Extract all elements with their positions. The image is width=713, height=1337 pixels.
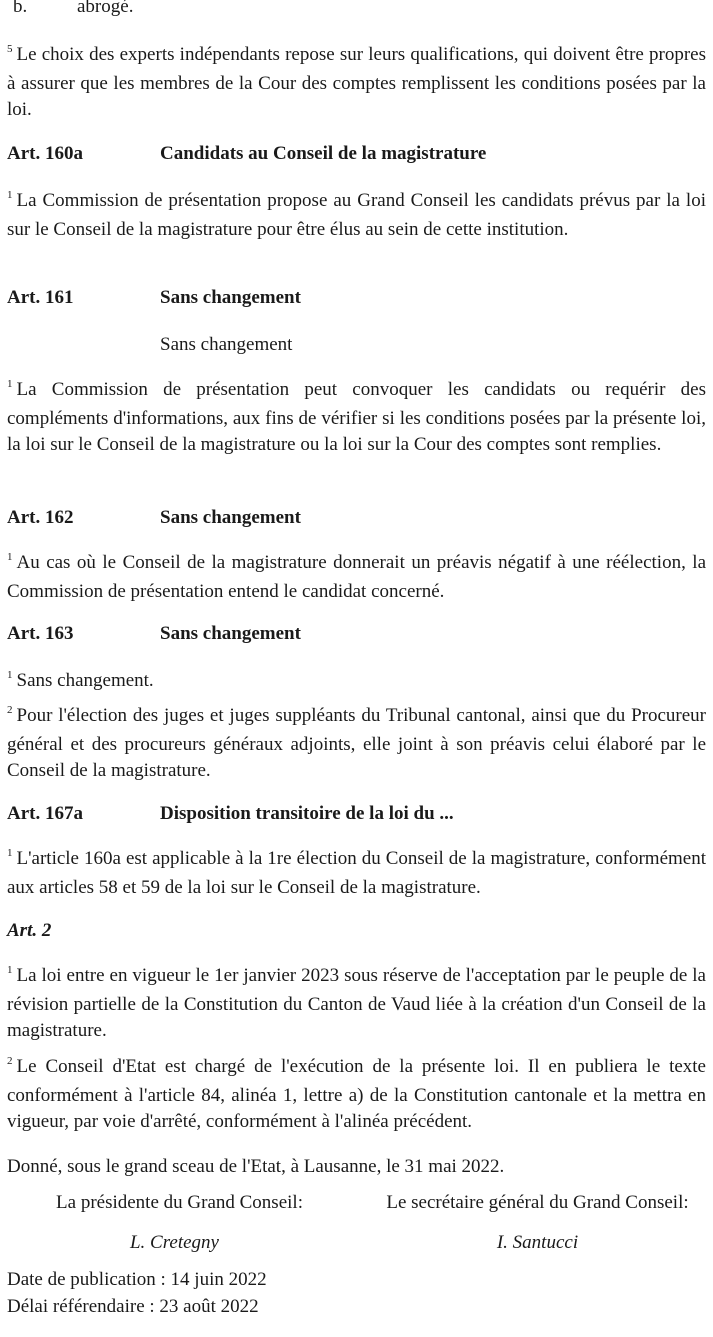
paragraph-number: 1 bbox=[7, 964, 13, 976]
article-heading-163 bbox=[7, 621, 301, 648]
paragraph-number: 1 bbox=[7, 551, 13, 563]
paragraph-text: La Commission de présentation peut convoquer les candidats ou requérir des compléments d'informations, aux fins de vérifier si les conditions posées par la présente loi, la loi sur le Conseil de la magistrature ou la loi sur la Cour des comptes sont remplies. bbox=[7, 379, 706, 455]
paragraph-number: 2 bbox=[7, 1055, 13, 1067]
given-statement: Donné, sous le grand sceau de l'Etat, à Lausanne, le 31 mai 2022. bbox=[7, 1156, 505, 1177]
art2-paragraph-2 bbox=[7, 1054, 706, 1136]
paragraph-text: Le Conseil d'Etat est chargé de l'exécution de la présente loi. Il en publiera le texte conformément à l'article 84, alinéa 1, lettre a) de la Constitution cantonale et la mettra en vigueur, par voie d'arrêté, conformément à l'alinéa précédent. bbox=[7, 1056, 706, 1132]
letter-item bbox=[7, 0, 706, 21]
paragraph-text: Pour l'élection des juges et juges suppléants du Tribunal cantonal, ainsi que du Procureur général et des procureurs généraux adjoints, elle joint à son préavis celui élaboré par le Conseil de la magistrature. bbox=[7, 705, 706, 781]
article-title: Sans changement bbox=[160, 623, 301, 644]
paragraph-number: 1 bbox=[7, 669, 13, 681]
paragraph-text: Sans changement. bbox=[16, 670, 154, 691]
article-number: Art. 161 bbox=[7, 287, 74, 308]
article-title: Sans changement bbox=[160, 507, 301, 528]
article-heading-161 bbox=[7, 285, 301, 312]
paragraph-number: 1 bbox=[7, 189, 13, 201]
article-heading-162 bbox=[7, 505, 301, 532]
art163-paragraph-1 bbox=[7, 668, 706, 697]
art2-paragraph-1 bbox=[7, 963, 706, 1045]
paragraph-5 bbox=[7, 42, 706, 124]
art163-paragraph-2 bbox=[7, 703, 706, 785]
article-number: Art. 160a bbox=[7, 143, 83, 164]
art161-paragraph-1 bbox=[7, 377, 706, 459]
signature-left-role: La présidente du Grand Conseil: bbox=[56, 1192, 303, 1213]
article-heading-160a bbox=[7, 141, 486, 168]
paragraph-text: L'article 160a est applicable à la 1re élection du Conseil de la magistrature, conformément aux articles 58 et 59 de la loi sur le Conseil de la magistrature. bbox=[7, 848, 706, 898]
signature-right-name: I. Santucci bbox=[496, 1232, 579, 1253]
referendum-deadline: Délai référendaire : 23 août 2022 bbox=[7, 1296, 259, 1317]
article-2-heading: Art. 2 bbox=[7, 920, 52, 941]
letter-marker: b. bbox=[13, 0, 28, 17]
article-number: Art. 163 bbox=[7, 623, 74, 644]
paragraph-text: La loi entre en vigueur le 1er janvier 2023 sous réserve de l'acceptation par le peuple de la révision partielle de la Constitution du Canton de Vaud liée à la création d'un Conseil de la magistrature. bbox=[7, 965, 706, 1041]
paragraph-number: 1 bbox=[7, 378, 13, 390]
article-heading-167a bbox=[7, 801, 454, 828]
paragraph-text: Au cas où le Conseil de la magistrature donnerait un préavis négatif à une réélection, la Commission de présentation entend le candidat concerné. bbox=[7, 552, 706, 602]
art161-subtitle: Sans changement bbox=[160, 334, 293, 355]
art160a-paragraph-1 bbox=[7, 188, 706, 243]
article-number: Art. 167a bbox=[7, 803, 83, 824]
article-title: Disposition transitoire de la loi du ... bbox=[160, 803, 454, 824]
publication-date: Date de publication : 14 juin 2022 bbox=[7, 1269, 267, 1290]
paragraph-number: 1 bbox=[7, 847, 13, 859]
article-title: Candidats au Conseil de la magistrature bbox=[160, 143, 487, 164]
signature-right-role: Le secrétaire général du Grand Conseil: bbox=[386, 1192, 689, 1213]
article-title: Sans changement bbox=[160, 287, 301, 308]
art162-paragraph-1 bbox=[7, 550, 706, 605]
article-number: Art. 162 bbox=[7, 507, 74, 528]
signature-left-name: L. Cretegny bbox=[129, 1232, 219, 1253]
paragraph-number: 5 bbox=[7, 43, 13, 55]
letter-text: abrogé. bbox=[77, 0, 134, 17]
paragraph-text: La Commission de présentation propose au Grand Conseil les candidats prévus par la loi sur le Conseil de la magistrature pour être élus au sein de cette institution. bbox=[7, 190, 706, 240]
paragraph-text: Le choix des experts indépendants repose sur leurs qualifications, qui doivent être propres à assurer que les membres de la Cour des comptes remplissent les conditions posées par la loi. bbox=[7, 44, 706, 120]
paragraph-number: 2 bbox=[7, 704, 13, 716]
art167a-paragraph-1 bbox=[7, 846, 706, 901]
